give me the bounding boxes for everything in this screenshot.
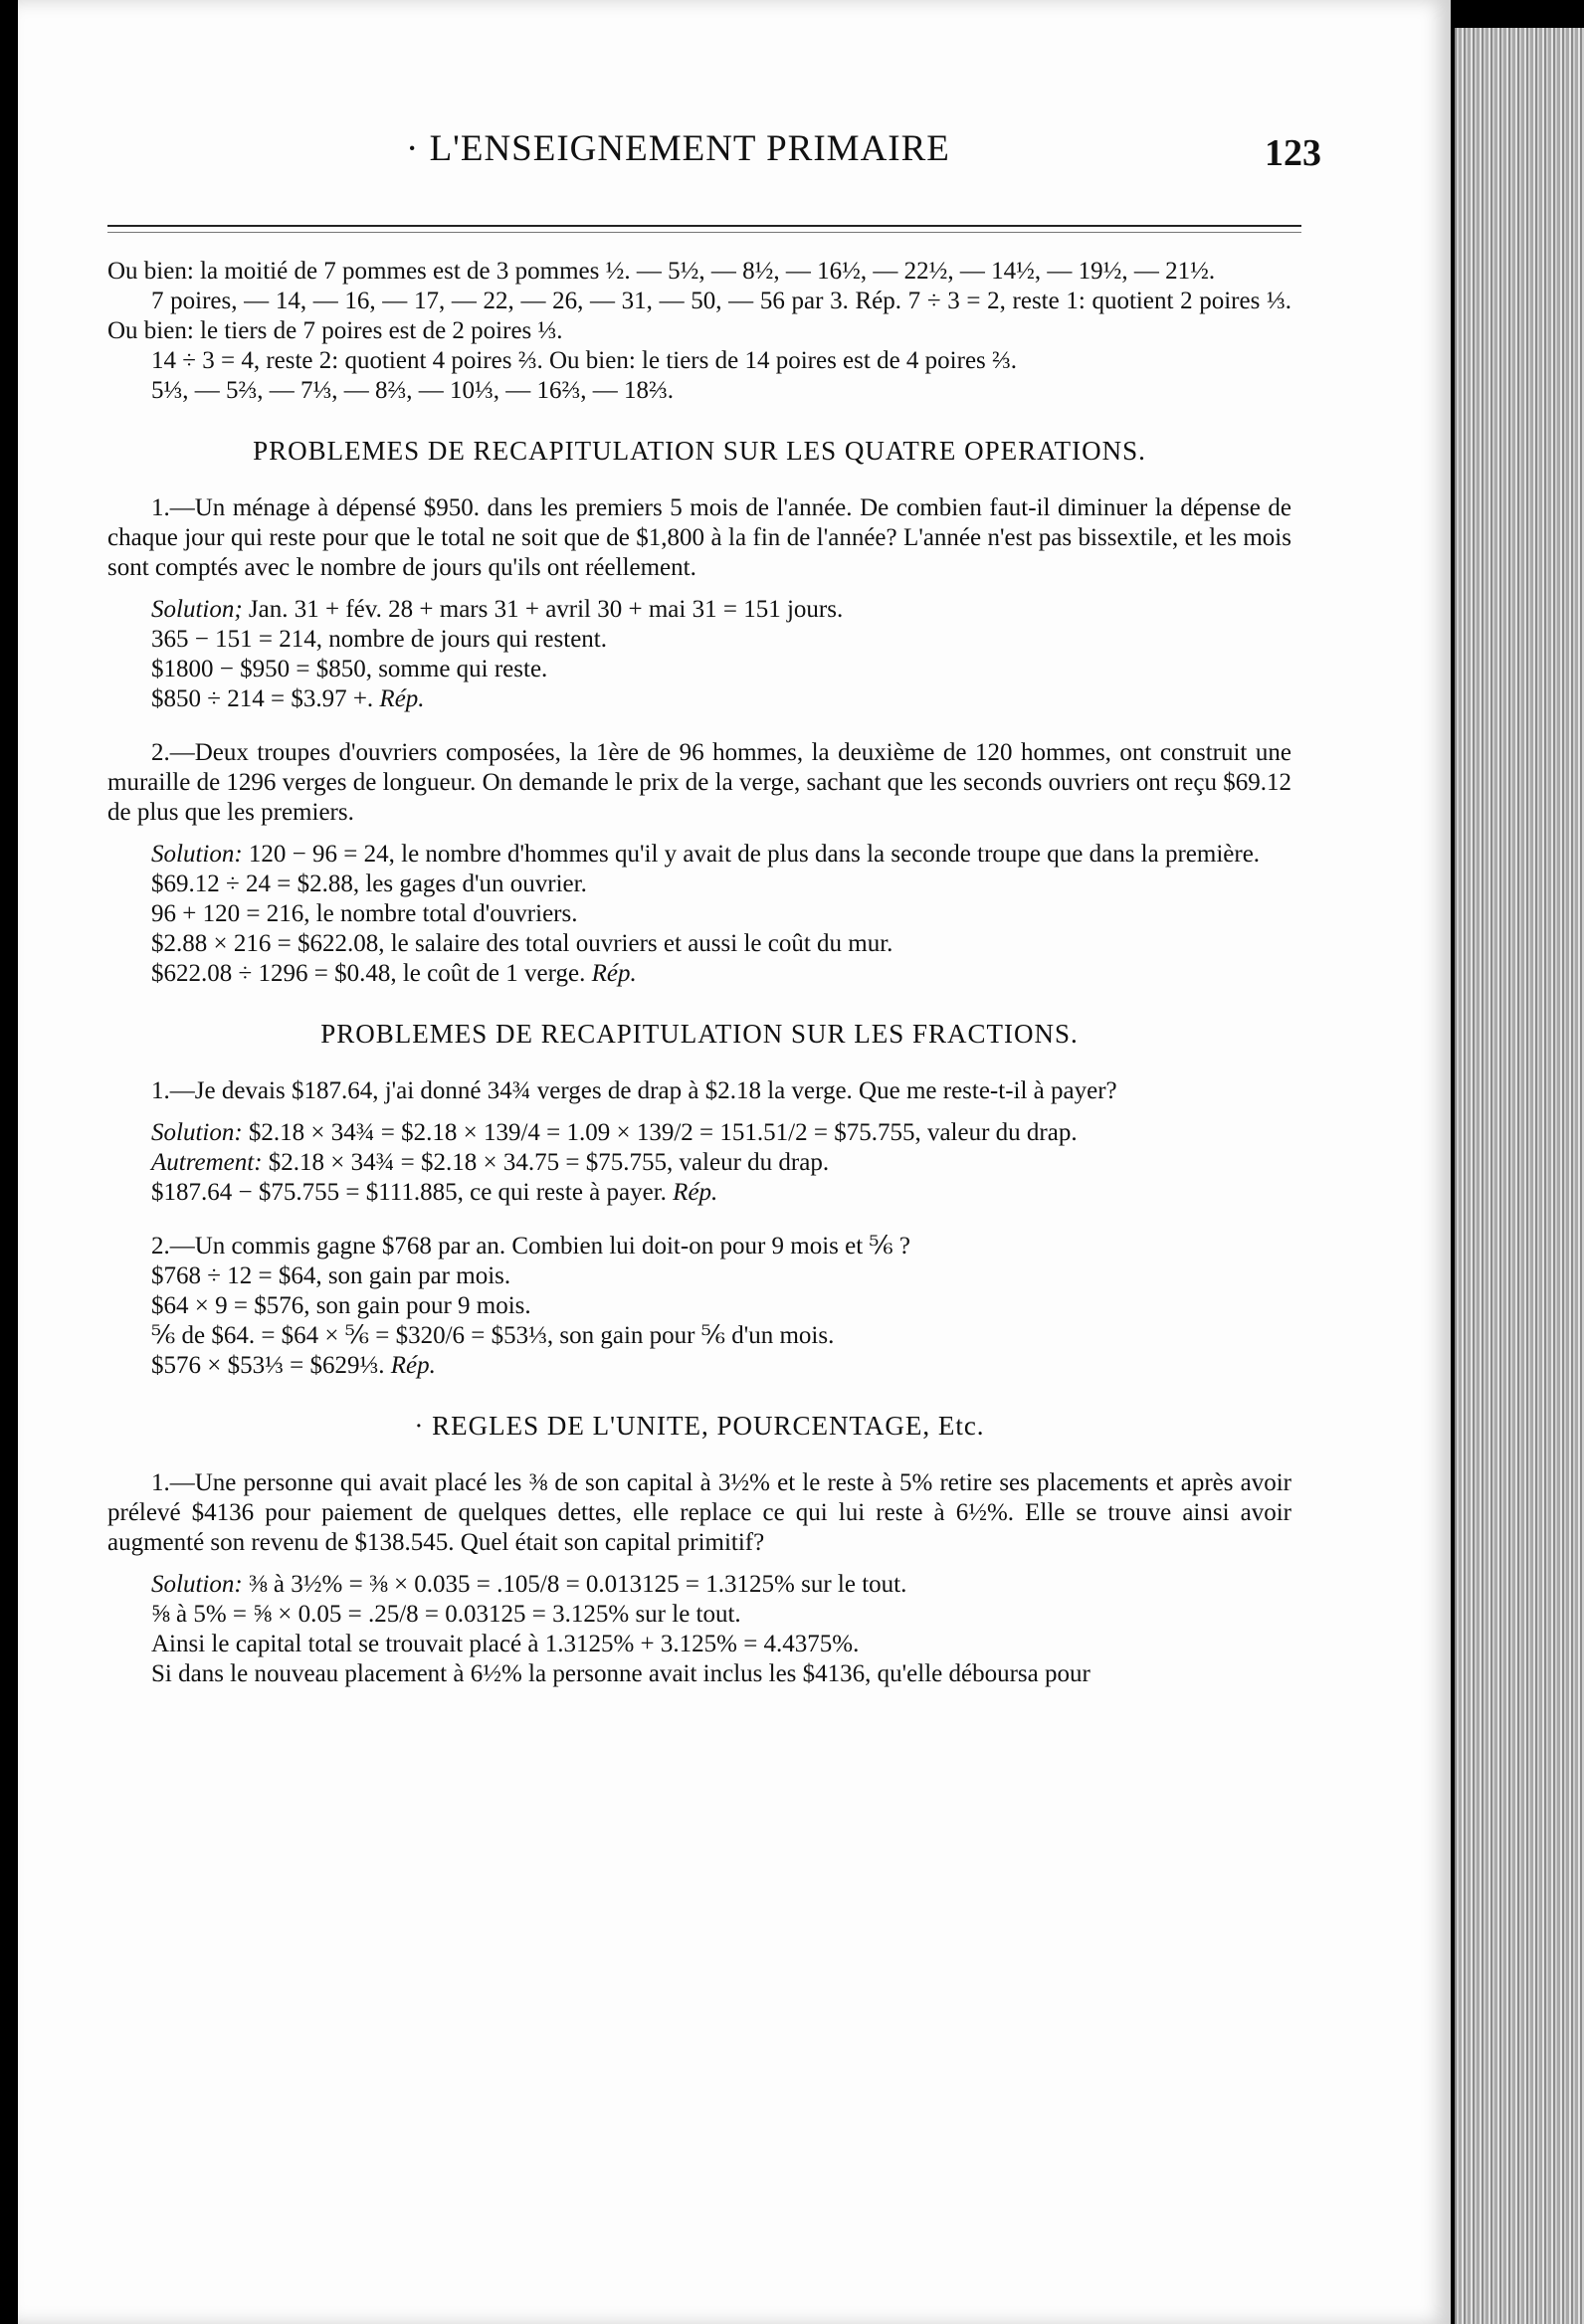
book-spine-edge	[1455, 28, 1584, 2324]
running-title: · L'ENSEIGNEMENT PRIMAIRE	[406, 128, 950, 169]
solution-line: $576 × $53⅓ = $629⅓. Rép.	[151, 1352, 436, 1379]
solution-label: Solution:	[151, 1119, 243, 1146]
intro-line-3: 14 ÷ 3 = 4, reste 2: quotient 4 poires ⅔. Ou bien: le tiers de 14 poires est de 4 poires ⅔.	[151, 347, 1018, 374]
solution-line: $187.64 − $75.755 = $111.885, ce qui reste à payer. Rép.	[151, 1179, 718, 1206]
solution-line: Solution: $2.18 × 34¾ = $2.18 × 139/4 = 1.09 × 139/2 = 151.51/2 = $75.755, valeur du drap.	[151, 1119, 1078, 1146]
solution-line: 96 + 120 = 216, le nombre total d'ouvriers.	[151, 900, 578, 927]
alternative-label: Autrement:	[151, 1149, 263, 1176]
header-rule	[107, 225, 1301, 233]
solution-label: Solution;	[151, 596, 243, 623]
problem-text: 2.—Deux troupes d'ouvriers composées, la 1ère de 96 hommes, la deuxième de 120 hommes, ont construit une muraille de 1296 verges de longueur. On demande le prix de la verge, sachant que les seconds ouvriers ont reçu $69.12 de plus que les premiers.	[107, 739, 1291, 826]
intro-line-4: 5⅓, — 5⅔, — 7⅓, — 8⅔, — 10⅓, — 16⅔, — 18⅔.	[151, 377, 674, 404]
page-body	[107, 257, 1291, 1689]
solution-label: Solution:	[151, 841, 243, 868]
solution-line: $2.88 × 216 = $622.08, le salaire des total ouvriers et aussi le coût du mur.	[151, 930, 893, 957]
section-title-operations: PROBLEMES DE RECAPITULATION SUR LES QUATRE OPERATIONS.	[253, 436, 1146, 466]
solution-line: Ainsi le capital total se trouvait placé à 1.3125% + 3.125% = 4.4375%.	[151, 1631, 860, 1657]
intro-line-2: 7 poires, — 14, — 16, — 17, — 22, — 26, — 31, — 50, — 56 par 3. Rép. 7 ÷ 3 = 2, reste 1: quotient 2 poires ⅓. Ou bien: le tiers de 7 poires est de 2 poires ⅓.	[107, 288, 1291, 344]
solution-line: Si dans le nouveau placement à 6½% la personne avait inclus les $4136, qu'elle déboursa pour	[151, 1660, 1090, 1687]
problem-text: 2.—Un commis gagne $768 par an. Combien lui doit-on pour 9 mois et ⅚ ?	[151, 1233, 911, 1259]
solution-line: $850 ÷ 214 = $3.97 +. Rép.	[151, 685, 425, 712]
page-number: 123	[1265, 132, 1321, 174]
solution-line: $768 ÷ 12 = $64, son gain par mois.	[151, 1262, 511, 1289]
solution-line: $69.12 ÷ 24 = $2.88, les gages d'un ouvrier.	[151, 871, 587, 897]
solution-line: Solution: ⅜ à 3½% = ⅜ × 0.035 = .105/8 = 0.013125 = 1.3125% sur le tout.	[151, 1571, 907, 1598]
solution-line: ⅚ de $64. = $64 × ⅚ = $320/6 = $53⅓, son gain pour ⅚ d'un mois.	[151, 1322, 835, 1349]
solution-line: Solution; Jan. 31 + fév. 28 + mars 31 + avril 30 + mai 31 = 151 jours.	[151, 596, 844, 623]
solution-line: $1800 − $950 = $850, somme qui reste.	[151, 656, 548, 682]
solution-line: 365 − 151 = 214, nombre de jours qui restent.	[151, 626, 607, 653]
answer-label: Rép.	[390, 1352, 436, 1379]
answer-label: Rép.	[591, 960, 637, 987]
solution-line: Autrement: $2.18 × 34¾ = $2.18 × 34.75 = $75.755, valeur du drap.	[151, 1149, 830, 1176]
solution-line: ⅝ à 5% = ⅝ × 0.05 = .25/8 = 0.03125 = 3.125% sur le tout.	[151, 1601, 741, 1628]
section-title-unit-rules: · REGLES DE L'UNITE, POURCENTAGE, Etc.	[414, 1411, 985, 1441]
page-header	[376, 127, 1321, 187]
answer-label: Rép.	[379, 685, 425, 712]
solution-line: $622.08 ÷ 1296 = $0.48, le coût de 1 verge. Rép.	[151, 960, 637, 987]
answer-label: Rép.	[673, 1179, 718, 1206]
problem-text: 1.—Un ménage à dépensé $950. dans les premiers 5 mois de l'année. De combien faut-il diminuer la dépense de chaque jour qui reste pour que le total ne soit que de $1,800 à la fin de l'année? L'année n'est pas bissextile, et les mois sont comptés avec le nombre de jours qu'ils ont réellement.	[107, 494, 1291, 581]
solution-label: Solution:	[151, 1571, 243, 1598]
section-title-fractions: PROBLEMES DE RECAPITULATION SUR LES FRACTIONS.	[320, 1019, 1079, 1049]
solution-line: $64 × 9 = $576, son gain pour 9 mois.	[151, 1292, 531, 1319]
problem-text: 1.—Une personne qui avait placé les ⅜ de son capital à 3½% et le reste à 5% retire ses placements et après avoir prélevé $4136 pour paiement de quelques dettes, elle replace ce qui lui reste à 6½%. Elle se trouve ainsi avoir augmenté son revenu de $138.545. Quel était son capital primitif?	[107, 1469, 1291, 1556]
solution-line: Solution: 120 − 96 = 24, le nombre d'hommes qu'il y avait de plus dans la seconde troupe que dans la première.	[151, 841, 1261, 868]
book-page	[18, 0, 1451, 2324]
problem-text: 1.—Je devais $187.64, j'ai donné 34¾ verges de drap à $2.18 la verge. Que me reste-t-il à payer?	[151, 1077, 1117, 1104]
intro-line-1: Ou bien: la moitié de 7 pommes est de 3 pommes ½. — 5½, — 8½, — 16½, — 22½, — 14½, — 19½, — 21½.	[107, 258, 1216, 285]
